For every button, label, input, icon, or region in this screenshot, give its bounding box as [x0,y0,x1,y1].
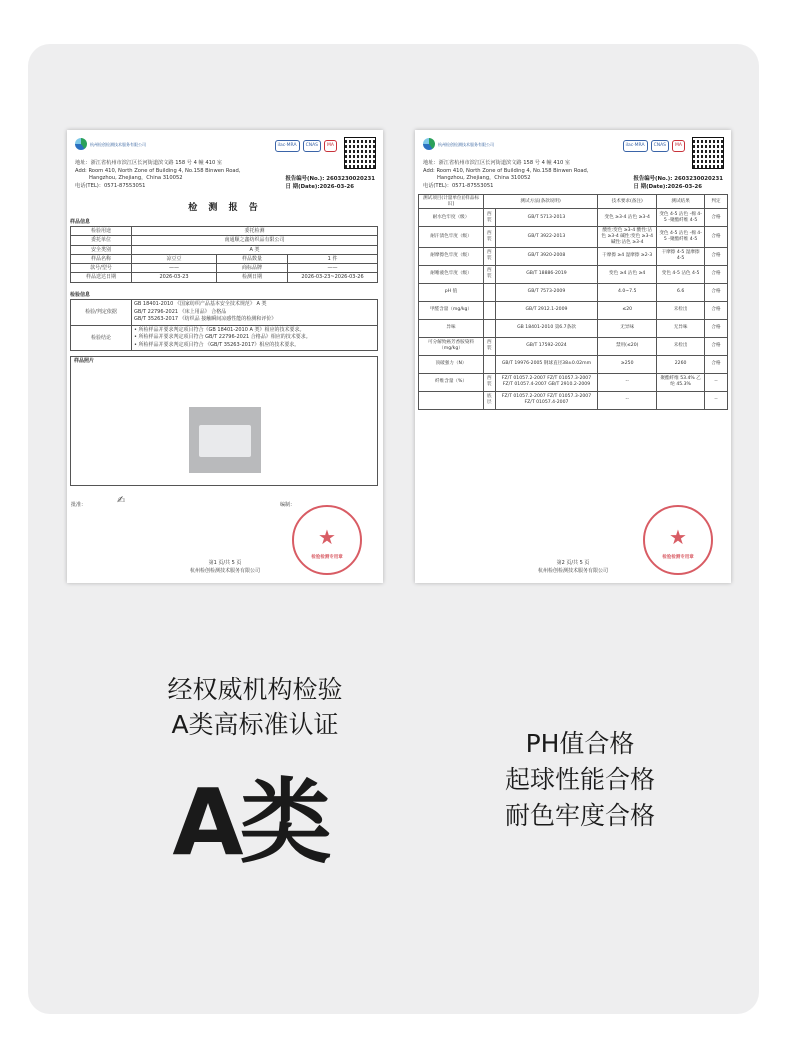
cnas-icon: CNAS [303,140,321,152]
cell: -- [705,373,728,391]
ilac-icon: ilac·MRA [623,140,648,152]
cma-icon: MA [324,140,337,152]
cell: 变色 ≥3-4 沾色 ≥3-4 [598,209,657,227]
caption-right-line-3: 耐色牢度合格 [504,801,655,830]
test-report-page-2 [415,130,731,583]
cell: -- [598,373,657,391]
cell: 西装 [484,247,496,265]
cell: 变色 4-5 沾色 -棉 4-5 -聚酯纤维 4-5 [657,209,705,227]
report-date: 日 期(Date):2026-03-26 [285,183,355,190]
cell: 合格 [705,247,728,265]
org-name: 杭州检创检测技术服务有限公司 [90,141,146,147]
cell: 西装 [484,265,496,283]
report-meta [285,176,375,192]
address-block [423,160,589,190]
basis-line: GB 18401-2010 《国家纺织产品基本安全技术规范》 A 类 [134,301,267,307]
cell: 商标品牌 [217,264,288,273]
footer-org: 杭州检创检测技术服务有限公司 [537,567,608,574]
cell: 变色 4-5 沾色 -棉 4-5 -聚酯纤维 4-5 [657,227,705,247]
cell: 凉豆豆 [132,254,217,263]
cell: 未检出 [657,301,705,319]
cell: GB/T 7573-2009 [495,283,597,301]
cell: 耐水色牢度（级） [419,209,484,227]
cell: 合格 [705,265,728,283]
cell: 耐摩擦色牢度（级） [419,247,484,265]
cell: 无异味 [598,319,657,337]
cell: GB/T 2912.1-2009 [495,301,597,319]
table-row [71,325,378,351]
conclusion-cell [132,325,378,351]
table-row [419,265,728,283]
cell: 无异味 [657,319,705,337]
cell: 6.6 [657,283,705,301]
cell: FZ/T 01057.2-2007 FZ/T 01057.3-2007 FZ/T 01057.4-2007 [495,391,597,409]
cell: GB/T 18886-2019 [495,265,597,283]
cell: GB/T 5713-2013 [495,209,597,227]
conclusion-line: • 所检样品并要求判定项目符合《GB 18401-2010 A 类》相应的技术要求。 [134,326,305,333]
cell: 合格 [705,301,728,319]
table-row [419,209,728,227]
cert-logos [275,140,338,152]
telephone: 电话(TEL)：0571-87553051 [75,182,146,189]
cell: 2026-03-23~2026-03-26 [288,273,378,282]
table-row [419,319,728,337]
basis-line: GB/T 22796-2021 《床上用品》 合格品 [134,308,227,315]
cell: 南通顺之鑫纺织品有限公司 [132,236,378,245]
sample-info-table [70,226,378,283]
cell: 变色 ≥4 沾色 ≥4 [598,265,657,283]
stamp-label: 检验检测专用章 [311,555,343,561]
page-number: 第1 页/共 5 页 [208,560,242,566]
header-cell: 测试项目(计量单位)[样品标识] [419,195,484,209]
report-number: 报告编号(No.): 2603230020231 [285,176,375,182]
cell: 聚酯纤维 53.4% 乙纶 45.3% [657,373,705,391]
org-logo [423,138,494,150]
caption-right-line-2: 起球性能合格 [504,765,655,794]
address-en-2: Hangzhou, Zhejiang，China 310052 [89,175,183,182]
report-date: 日 期(Date):2026-03-26 [633,183,703,190]
basis-cell [132,300,378,326]
report-header [423,138,723,200]
cell: -- [705,391,728,409]
cell: 检验用途 [71,227,132,236]
table-row [419,391,728,409]
cell [484,319,496,337]
stamp-star-icon: ★ [669,525,687,550]
cell: 异味 [419,319,484,337]
cell: -- [598,391,657,409]
cell: 顶破强力（N） [419,355,484,373]
cell: 合格 [705,283,728,301]
cell: 底层 [484,391,496,409]
header-cell: 技术要求(备注) [598,195,657,209]
table-row [419,247,728,265]
cell: 西装 [484,337,496,355]
cell: 合格 [705,355,728,373]
cell: FZ/T 01057.2-2007 FZ/T 01057.3-2007 FZ/T 01057.4-2007 GB/T 2910.2-2009 [495,373,597,391]
cell: 可分解致癌芳香胺染料（mg/kg） [419,337,484,355]
cell: 甲醛含量（mg/kg） [419,301,484,319]
cell: 1 件 [288,254,378,263]
table-row [71,254,378,263]
table-row [71,273,378,282]
table-row [71,300,378,326]
page-footer [67,560,383,575]
grade-a-headline: A类 [172,769,328,876]
cell: 干摩擦 ≥4 湿摩擦 ≥2-3 [598,247,657,265]
cell: GB/T 19976-2005 钢球直径38±0.02mm [495,355,597,373]
org-logo [75,138,146,150]
table-row [419,283,728,301]
cell: 检验/判定依据 [71,300,132,326]
cell: GB/T 17592-2024 [495,337,597,355]
report-meta [633,176,723,192]
header-cell: 测试结果 [657,195,705,209]
cell: 2260 [657,355,705,373]
test-info-table [70,299,378,351]
cell [484,301,496,319]
cert-logos [623,140,686,152]
cell: 合格 [705,319,728,337]
section-sample-info: 样品信息 [70,219,91,225]
results-body [419,209,728,409]
table-header-row [419,195,728,209]
cell: 委托检测 [132,227,378,236]
caption-left-line-2: A类高标准认证 [171,710,339,739]
cell [419,391,484,409]
table-row [419,337,728,355]
report-title: 检 测 报 告 [188,203,262,213]
test-report-page-1 [67,130,383,583]
results-table [418,194,728,410]
cell: 2026-03-23 [132,273,217,282]
table-row [71,236,378,245]
cell: ≤20 [598,301,657,319]
cnas-icon: CNAS [651,140,669,152]
qr-code-icon [345,138,375,168]
approve-label: 批准： [71,502,87,508]
cell [484,355,496,373]
cell: 西装 [484,373,496,391]
cell: pH 值 [419,283,484,301]
table-row [71,264,378,273]
table-row [71,227,378,236]
cell: 干摩擦 4-5 湿摩擦 4-5 [657,247,705,265]
cell: 合格 [705,227,728,247]
cell: 禁用(≤20) [598,337,657,355]
caption-right-line-1: PH值合格 [525,729,635,758]
cell: GB/T 3920-2008 [495,247,597,265]
edit-label: 编制： [280,502,296,508]
cell: 纤维含量（%） [419,373,484,391]
cell: GB/T 3922-2013 [495,227,597,247]
address-block [75,160,241,190]
conclusion-line: • 所检样品并要求判定项目符合 GB/T 22796-2021 合格品》相应的技术要求。 [134,334,311,340]
footer-org: 杭州检创检测技术服务有限公司 [189,567,260,574]
cell: 检验结论 [71,325,132,351]
header-cell: 判定 [705,195,728,209]
address-en-1: Add: Room 410, North Zone of Building 4, No.158 Binwen Road, [75,167,241,174]
cell: 委托单位 [71,236,132,245]
qr-code-icon [693,138,723,168]
stamp-star-icon: ★ [318,525,336,550]
cell: 酸性:变色 ≥3-4 酸性:沾色 ≥3-4 碱性:变色 ≥3-4 碱性:沾色 ≥3-4 [598,227,657,247]
photo-label: 样品照片 [74,358,95,364]
cell: 样品名称 [71,254,132,263]
cell: 合格 [705,337,728,355]
telephone: 电话(TEL)：0571-87553051 [423,182,494,189]
cell: 款号/型号 [71,264,132,273]
cell [484,283,496,301]
cell: 安全类别 [71,245,132,254]
table-row [419,373,728,391]
address-en-1: Add: Room 410, North Zone of Building 4, No.158 Binwen Road, [423,167,589,174]
page-footer [415,560,731,575]
cma-icon: MA [672,140,685,152]
cell: 耐汗渍色牢度（级） [419,227,484,247]
ilac-icon: ilac·MRA [275,140,300,152]
cell: —— [132,264,217,273]
stamp-label: 检验检测专用章 [662,555,694,561]
org-logo-icon [423,138,435,150]
cell: GB 18401-2010 第6.7条款 [495,319,597,337]
sample-photo [189,407,261,473]
table-row [71,245,378,254]
table-row [419,301,728,319]
address-cn: 地址：浙江省杭州市滨江区长河街道滨文路 158 号 4 幢 410 室 [75,160,223,166]
caption-right [470,726,690,834]
cell: 合格 [705,209,728,227]
report-header [75,138,375,200]
address-en-2: Hangzhou, Zhejiang，China 310052 [437,175,531,182]
caption-left-line-1: 经权威机构检验 [167,675,343,704]
address-cn: 地址：浙江省杭州市滨江区长河街道滨文路 158 号 4 幢 410 室 [423,160,571,166]
cell: 检测日期 [217,273,288,282]
cell: 样品数量 [217,254,288,263]
page-number: 第2 页/共 5 页 [556,560,590,566]
caption-left [145,672,365,742]
cell: 耐唾液色牢度（级） [419,265,484,283]
cell: —— [288,264,378,273]
cell: 西装 [484,227,496,247]
cell: ≥250 [598,355,657,373]
basis-line: GB/T 35263-2017 《纺织品 接触瞬间凉感性能的检测和评价》 [134,316,277,322]
section-test-info: 检验信息 [70,292,91,298]
org-name: 杭州检创检测技术服务有限公司 [438,141,494,147]
org-logo-icon [75,138,87,150]
report-number: 报告编号(No.): 2603230020231 [633,176,723,182]
header-cell: 测试方法(条款说明) [484,195,598,209]
cell [657,391,705,409]
cell: 变色 4-5 沾色 4-5 [657,265,705,283]
cell: A 类 [132,245,378,254]
cell: 4.0~7.5 [598,283,657,301]
table-row [419,355,728,373]
cell: 未检出 [657,337,705,355]
cell: 西装 [484,209,496,227]
conclusion-line: • 所检样品并要求判定项目符合 《GB/T 35263-2017》相应的技术要求。 [134,341,300,348]
table-row [419,227,728,247]
signature-icon: ✍ [117,495,126,506]
cell: 样品送达日期 [71,273,132,282]
